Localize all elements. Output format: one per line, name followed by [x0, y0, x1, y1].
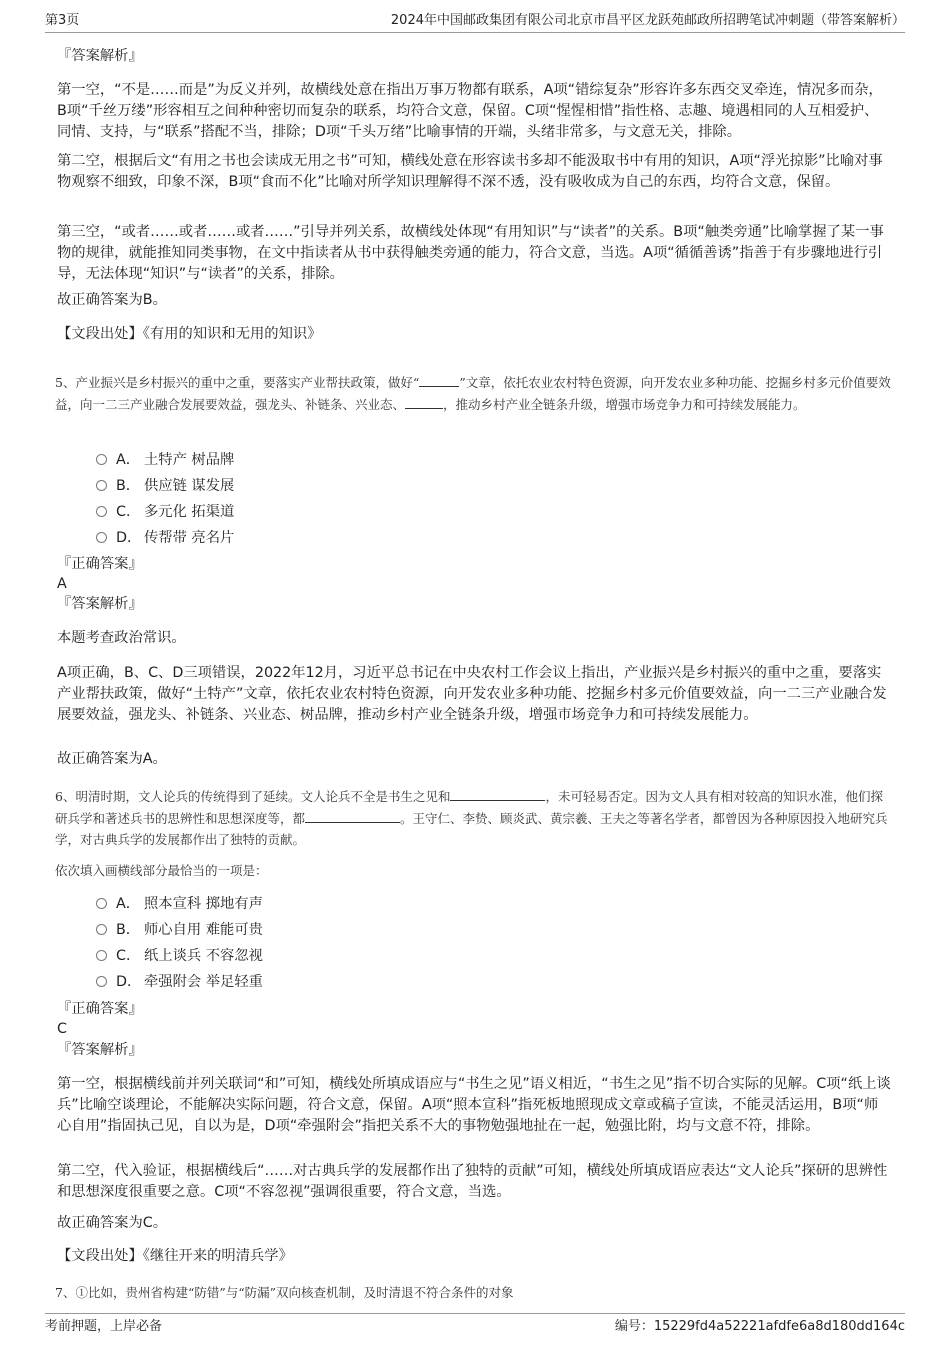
q5-stem-part3: ，推动乡村产业全链条升级，增强市场竞争力和可持续发展能力。: [443, 396, 806, 412]
q6-analysis-p1: 第一空，根据横线前并列关联词“和”可知，横线处所填成语应与“书生之见”语义相近，“书生之见”指不切合实际的见解。C项“纸上谈兵”比喻空谈理论，不能解决实际问题，符合文意，保留。A项“照本宣科”指死板地照现成文章或稿子宣读，不能灵活运用，B项“师心自用”指固执己见，自以为是，D项“牵强附会”指把关系不大的事物勉强地扯在一起，勉强比附，均与文意不符，排除。: [57, 1076, 891, 1134]
q7-stem: 7、①比如，贵州省构建“防错”与“防漏”双向核查机制，及时清退不符合条件的对象: [55, 1285, 514, 1300]
q5-stem-part1: 5、产业振兴是乡村振兴的重中之重，要落实产业帮扶政策，做好“: [55, 375, 420, 390]
q6-analysis-label: 『答案解析』: [57, 1042, 143, 1058]
radio-icon[interactable]: [96, 506, 107, 517]
document-title: 2024年中国邮政集团有限公司北京市昌平区龙跃苑邮政所招聘笔试冲刺题（带答案解析）: [390, 13, 905, 28]
footer-slogan: 考前押题，上岸必备: [45, 1319, 163, 1334]
q5-stem-part2: ”文章，依托农业农村特色资源，向开发农业多种功能、挖掘乡村多元价值要效益，向一二三产业融合发展要效益，强龙头、补链条、兴业态、: [55, 375, 891, 412]
q5-stem: [55, 372, 895, 415]
q5-option-c[interactable]: C． 多元化 拓渠道: [96, 502, 234, 522]
q4-analysis-p3: 第三空，“或者……或者……或者……”引导并列关系，故横线处体现“有用知识”与“读者”的关系。B项“触类旁通”比喻掌握了某一事物的规律，就能推知同类事物，在文中指读者从书中获得触类旁通的能力，符合文意，当选。A项“循循善诱”指善于有步骤地进行引导，无法体现“知识”与“读者”的关系，排除。: [57, 224, 884, 282]
q5-analysis-p1: 本题考查政治常识。: [57, 630, 186, 646]
q6-option-d[interactable]: D． 牵强附会 举足轻重: [96, 972, 263, 992]
radio-icon[interactable]: [96, 532, 107, 543]
footer-serial: 编号：15229fd4a52221afdfe6a8d180dd164c: [614, 1319, 905, 1334]
q6-option-b[interactable]: B． 师心自用 难能可贵: [96, 920, 263, 940]
q4-source: 【文段出处】《有用的知识和无用的知识》: [57, 326, 322, 342]
q6-stem: [55, 786, 895, 851]
q6-answer: C: [57, 1021, 67, 1037]
q6-stem-part2: ，未可轻易否定。因为文人具有相对较高的知识水准，他们探研兵学和著述兵书的思辨性和思想深度等，都: [55, 789, 883, 826]
q6-answer-label: 『正确答案』: [57, 1001, 143, 1017]
q6-conclusion: 故正确答案为C。: [57, 1215, 168, 1231]
q5-blank-2: [405, 394, 443, 409]
q5-answer: A: [57, 576, 67, 592]
page-number: 第3页: [45, 13, 80, 28]
q6-stem-part3: 。王守仁、李贽、顾炎武、黄宗羲、王夫之等著名学者，都曾因为各种原因投入地研究兵学，对古典兵学的发展都作出了独特的贡献。: [55, 810, 888, 847]
radio-icon[interactable]: [96, 898, 107, 909]
q6-option-a[interactable]: A． 照本宣科 掷地有声: [96, 894, 263, 914]
q5-option-a[interactable]: A． 土特产 树品牌: [96, 450, 234, 470]
q5-option-d[interactable]: D． 传帮带 亮名片: [96, 528, 234, 548]
q6-analysis-p2: 第二空，代入验证，根据横线后“……对古典兵学的发展都作出了独特的贡献”可知，横线处所填成语应表达“文人论兵”探研的思辨性和思想深度很重要之意。C项“不容忽视”强调很重要，符合文意，当选。: [57, 1163, 888, 1200]
q4-analysis-p2: 第二空，根据后文“有用之书也会读成无用之书”可知，横线处意在形容读书多却不能汲取书中有用的知识，A项“浮光掠影”比喻对事物观察不细致，印象不深，B项“食而不化”比喻对所学知识理解得不深不透，没有吸收成为自己的东西，均符合文意，保留。: [57, 153, 883, 190]
page-footer: [45, 1313, 905, 1336]
q5-option-b[interactable]: B． 供应链 谋发展: [96, 476, 234, 496]
q5-blank-1: [419, 372, 459, 387]
radio-icon[interactable]: [96, 950, 107, 961]
q5-analysis-label: 『答案解析』: [57, 596, 143, 612]
q4-analysis-p1: 第一空，“不是……而是”为反义并列，故横线处意在指出万事万物都有联系，A项“错综复杂”形容许多东西交叉牵连，情况多而杂，B项“千丝万缕”形容相互之间种种密切而复杂的联系，均符合文意，保留。C项“惺惺相惜”指性格、志趣、境遇相同的人互相爱护、同情、支持，与“联系”搭配不当，排除；D项“千头万绪”比喻事情的开端，头绪非常多，与文意无关，排除。: [57, 82, 883, 140]
q5-analysis-p2: A项正确，B、C、D三项错误，2022年12月，习近平总书记在中央农村工作会议上指出，产业振兴是乡村振兴的重中之重，要落实产业帮扶政策，做好“土特产”文章，依托农业农村特色资源，向开发农业多种功能、挖掘乡村多元价值要效益，向一二三产业融合发展要效益，强龙头、补链条、兴业态、树品牌，推动乡村产业全链条升级，增强市场竞争力和可持续发展能力。: [57, 665, 887, 723]
q6-blank-2: [305, 808, 400, 823]
q6-prompt: 依次填入画横线部分最恰当的一项是：: [55, 863, 268, 878]
page-header: [45, 10, 905, 33]
q4-conclusion: 故正确答案为B。: [57, 292, 167, 308]
q5-answer-label: 『正确答案』: [57, 556, 143, 572]
q6-stem-part1: 6、明清时期，文人论兵的传统得到了延续。文人论兵不全是书生之见和: [55, 789, 451, 804]
radio-icon[interactable]: [96, 924, 107, 935]
radio-icon[interactable]: [96, 976, 107, 987]
q6-source: 【文段出处】《继往开来的明清兵学》: [57, 1248, 293, 1264]
radio-icon[interactable]: [96, 480, 107, 491]
q6-blank-1: [450, 786, 545, 801]
q4-analysis-label: 『答案解析』: [57, 48, 143, 64]
radio-icon[interactable]: [96, 454, 107, 465]
q5-conclusion: 故正确答案为A。: [57, 751, 167, 767]
q6-option-c[interactable]: C． 纸上谈兵 不容忽视: [96, 946, 263, 966]
